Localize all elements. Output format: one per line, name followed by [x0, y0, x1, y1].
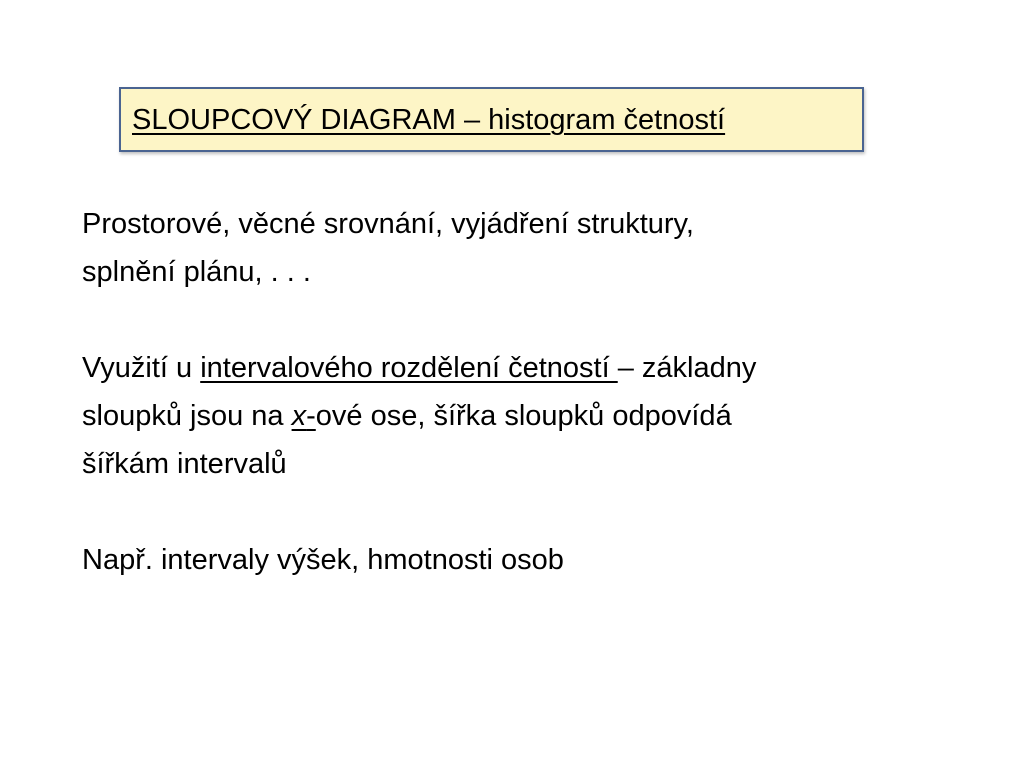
- paragraph-use-cases-line1: Prostorové, věcné srovnání, vyjádření struktury,: [82, 208, 694, 240]
- interval-text-part4: ové ose, šířka sloupků odpovídá: [315, 400, 732, 432]
- slide-title: SLOUPCOVÝ DIAGRAM – histogram četností: [132, 104, 726, 136]
- x-axis-letter: x: [291, 400, 307, 432]
- x-axis-term: [292, 400, 316, 432]
- interval-text-part3: sloupků jsou na: [82, 400, 292, 432]
- slide-body: [82, 200, 962, 632]
- paragraph-interval-distribution: [82, 344, 962, 488]
- interval-text-part1: Využití u: [82, 352, 201, 384]
- interval-distribution-term: intervalového rozdělení četností: [200, 352, 618, 384]
- paragraph-example: [82, 536, 962, 584]
- title-box: [119, 87, 864, 152]
- paragraph-example-line1: Např. intervaly výšek, hmotnosti osob: [82, 544, 564, 576]
- interval-text-part2: – základny: [617, 352, 757, 384]
- x-axis-hyphen: -: [306, 400, 316, 432]
- interval-text-part5: šířkám intervalů: [82, 448, 287, 480]
- paragraph-use-cases-line2: splnění plánu, . . .: [82, 256, 311, 288]
- paragraph-use-cases: [82, 200, 962, 296]
